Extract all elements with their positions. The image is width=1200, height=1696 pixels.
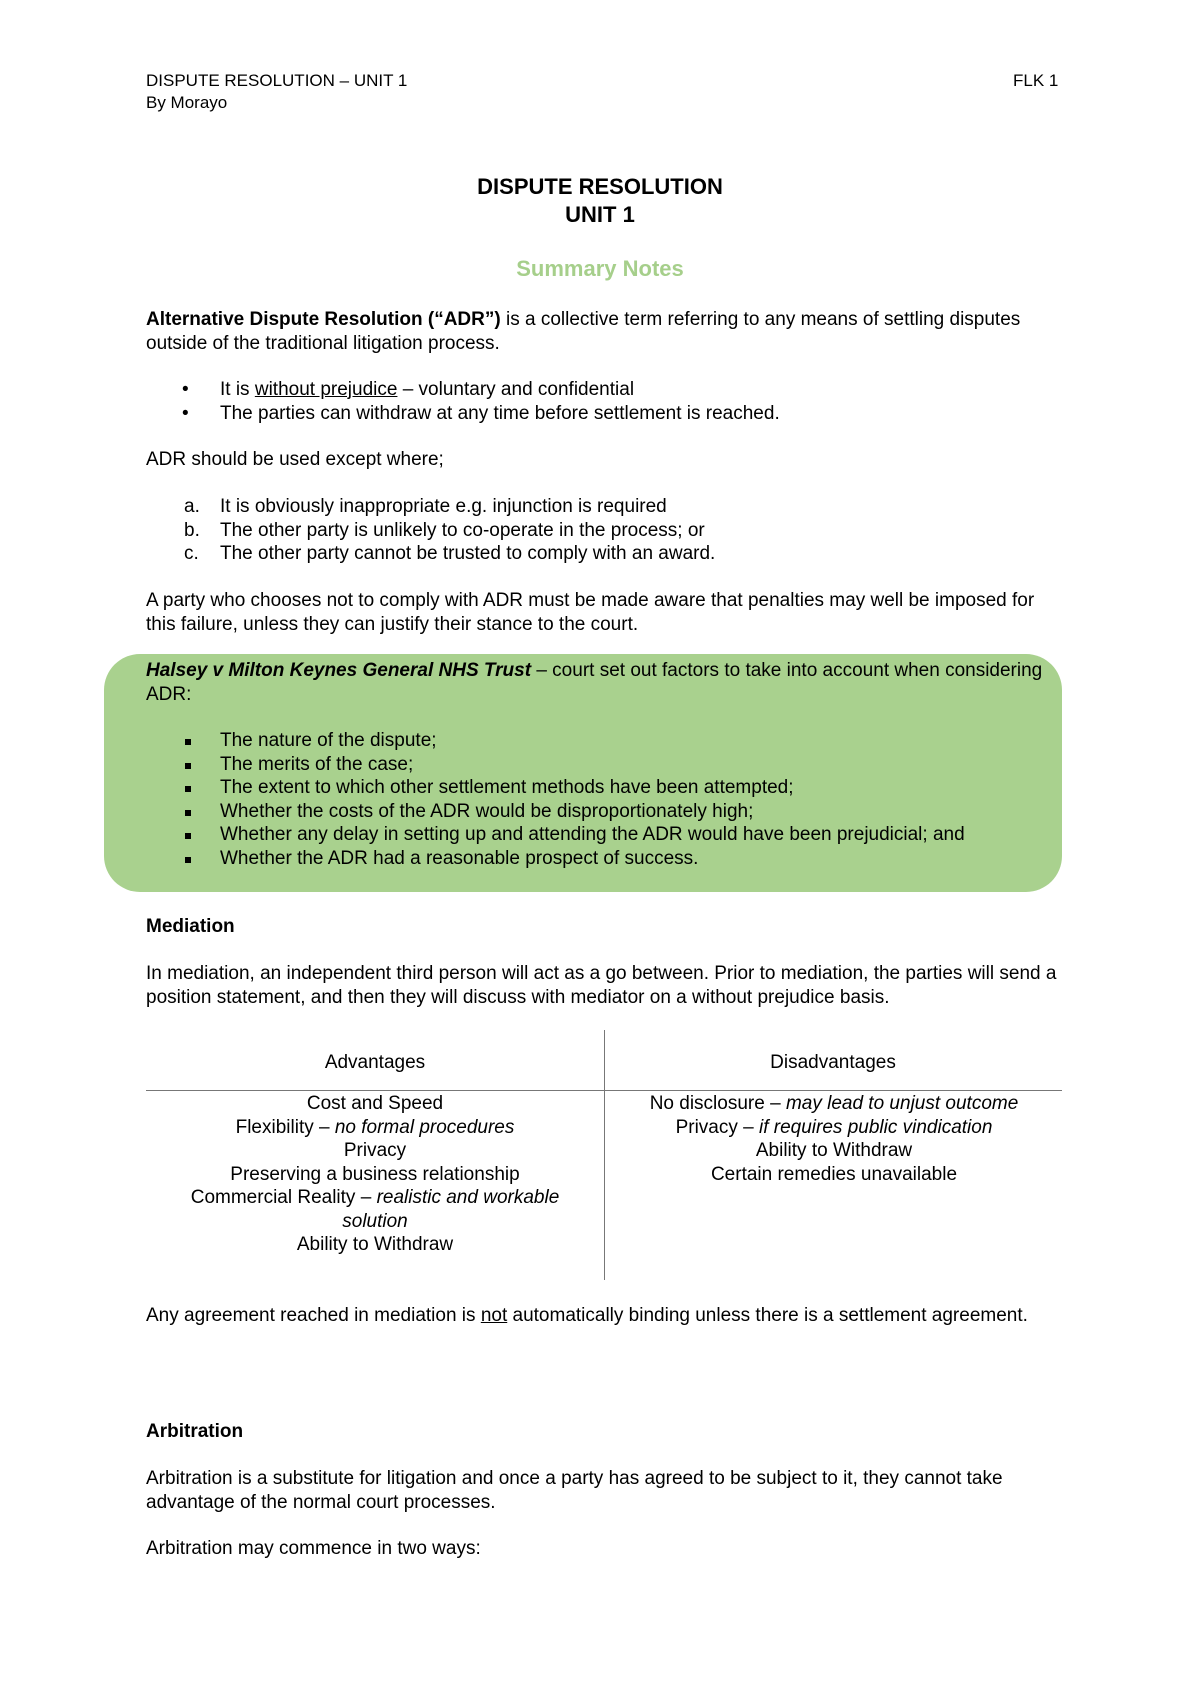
square-bullet-icon: [185, 786, 191, 792]
bullet-icon: •: [182, 402, 189, 424]
list-item: • The parties can withdraw at any time before settlement is reached.: [182, 402, 780, 424]
header-right: FLK 1: [1013, 71, 1059, 90]
title-line-1: DISPUTE RESOLUTION: [477, 174, 723, 199]
arbitration-paragraph: Arbitration is a substitute for litigation and once a party has agreed to be subject to it, they cannot take advantage of the normal court processes.: [146, 1468, 1003, 1513]
table-row: Ability to Withdraw: [296, 1234, 454, 1255]
halsey-factors-list: [146, 729, 1062, 870]
list-marker: a.: [184, 496, 200, 517]
penalty-paragraph: A party who chooses not to comply with ADR must be made aware that penalties may well be imposed for this failure, unless they can justify their stance to the court.: [146, 590, 1035, 635]
page-title: [0, 173, 1200, 229]
table-row: Preserving a business relationship: [230, 1163, 520, 1185]
table-row: Privacy – if requires public vindication: [675, 1116, 993, 1138]
adr-definition: [146, 308, 1062, 355]
list-marker: b.: [184, 519, 200, 541]
list-item: The merits of the case;: [146, 753, 1062, 777]
list-item: c. The other party cannot be trusted to comply with an award.: [184, 543, 716, 564]
title-line-2: UNIT 1: [565, 202, 635, 227]
advantages-cell: [156, 1092, 594, 1257]
square-bullet-icon: [185, 833, 191, 839]
adr-definition-text: is a collective term referring to any means of settling disputes outside of the traditional litigation process.: [146, 309, 1021, 354]
list-marker: c.: [184, 543, 199, 564]
adr-exceptions-list: [146, 495, 1062, 566]
disadvantages-header: Disadvantages: [770, 1052, 896, 1073]
square-bullet-icon: [185, 810, 191, 816]
list-item: Whether the costs of the ADR would be disproportionately high;: [146, 800, 1062, 824]
table-row: Certain remedies unavailable: [710, 1163, 958, 1185]
table-row: Cost and Speed: [306, 1093, 444, 1114]
table-header-rule: [146, 1090, 1062, 1091]
header-title: DISPUTE RESOLUTION – UNIT 1: [146, 71, 408, 90]
underlined-term: without prejudice: [254, 379, 398, 400]
list-item: b. The other party is unlikely to co-operate in the process; or: [184, 519, 705, 541]
table-row: Flexibility – no formal procedures: [235, 1116, 515, 1138]
list-item: Whether any delay in setting up and attending the ADR would have been prejudicial; and: [146, 823, 1062, 847]
arbitration-heading: Arbitration: [146, 1421, 244, 1442]
square-bullet-icon: [185, 739, 191, 745]
list-item: • It is without prejudice – voluntary and confidential: [182, 379, 635, 400]
halsey-intro: Halsey v Milton Keynes General NHS Trust – court set out factors to take into account when considering ADR:: [146, 660, 1043, 705]
table-row: Commercial Reality – realistic and workable solution: [190, 1187, 560, 1232]
list-item: The nature of the dispute;: [146, 729, 1062, 753]
adr-features-list: [146, 378, 1062, 425]
adr-except-intro: ADR should be used except where;: [146, 449, 444, 470]
square-bullet-icon: [185, 857, 191, 863]
list-item: a. It is obviously inappropriate e.g. injunction is required: [184, 496, 667, 517]
advantages-header: Advantages: [324, 1052, 426, 1073]
bullet-icon: •: [182, 379, 189, 400]
table-row: Privacy: [343, 1140, 407, 1161]
mediation-heading: Mediation: [146, 916, 235, 937]
running-header: [146, 70, 407, 114]
mediation-paragraph: In mediation, an independent third person will act as a go between. Prior to mediation, the parties will send a position statement, and then they will discuss with mediator on a without prejudice basis.: [146, 963, 1057, 1008]
header-author: By Morayo: [146, 93, 228, 112]
underlined-term: not: [480, 1305, 508, 1326]
list-item: Whether the ADR had a reasonable prospect of success.: [146, 847, 1062, 871]
disadvantages-cell: [610, 1092, 1058, 1186]
adr-term: Alternative Dispute Resolution (“ADR”): [146, 309, 501, 330]
table-row: Ability to Withdraw: [755, 1140, 913, 1161]
page-subtitle: Summary Notes: [516, 256, 684, 281]
list-item: The extent to which other settlement methods have been attempted;: [146, 776, 1062, 800]
square-bullet-icon: [185, 763, 191, 769]
mediation-agreement-paragraph: Any agreement reached in mediation is not automatically binding unless there is a settlement agreement.: [146, 1305, 1028, 1326]
table-row: No disclosure – may lead to unjust outcome: [649, 1093, 1019, 1114]
mediation-pros-cons-table: [146, 1030, 1062, 1280]
arbitration-ways: Arbitration may commence in two ways:: [146, 1538, 481, 1559]
case-name: Halsey v Milton Keynes General NHS Trust: [146, 660, 532, 681]
